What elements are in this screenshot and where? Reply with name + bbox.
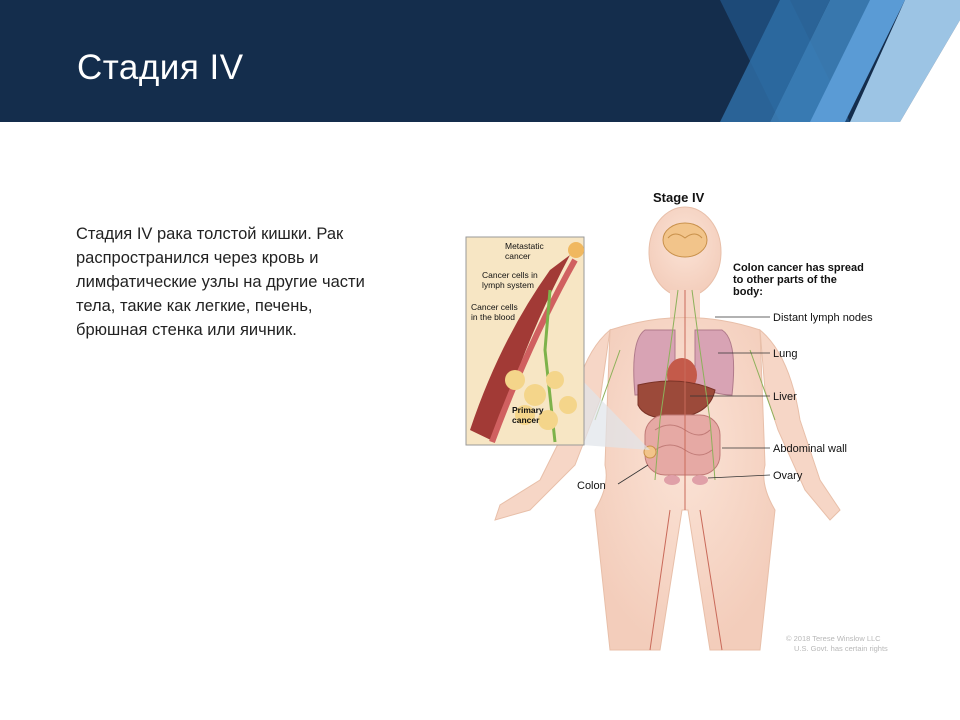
spread-heading-2: to other parts of the (733, 274, 837, 286)
blood-label-1: Cancer cells (471, 302, 518, 312)
ovary-label: Ovary (773, 470, 803, 482)
lymph-label-1: Cancer cells in (482, 270, 538, 280)
lymph-label-2: lymph system (482, 280, 534, 290)
metastatic-label-2: cancer (505, 251, 531, 261)
stage-title: Stage IV (653, 190, 705, 205)
blood-label-2: in the blood (471, 312, 515, 322)
lung-label: Lung (773, 348, 798, 360)
spread-heading-1: Colon cancer has spread (733, 262, 864, 274)
metastatic-label-1: Metastatic (505, 241, 544, 251)
title-bar (0, 0, 960, 122)
colon-label: Colon (577, 480, 606, 492)
liver-label: Liver (773, 391, 797, 403)
page-title: Стадия IV (77, 48, 244, 87)
brain-icon (663, 223, 707, 257)
abdominal-wall-label: Abdominal wall (773, 443, 847, 455)
primary-label-1: Primary (512, 405, 544, 415)
copyright-line-2: U.S. Govt. has certain rights (794, 644, 888, 653)
stage-description: Стадия IV рака толстой кишки. Рак распространился через кровь и лимфатические узлы на другие части тела, такие как легкие, печень, брюшная стенка или яичник. (76, 225, 365, 339)
distant-lymph-label: Distant lymph nodes (773, 312, 873, 324)
spread-heading-3: body: (733, 286, 763, 298)
copyright-line-1: © 2018 Terese Winslow LLC (786, 634, 881, 643)
primary-label-2: cancer (512, 415, 540, 425)
intestines-icon (644, 415, 720, 475)
stage-iv-illustration (460, 180, 920, 660)
